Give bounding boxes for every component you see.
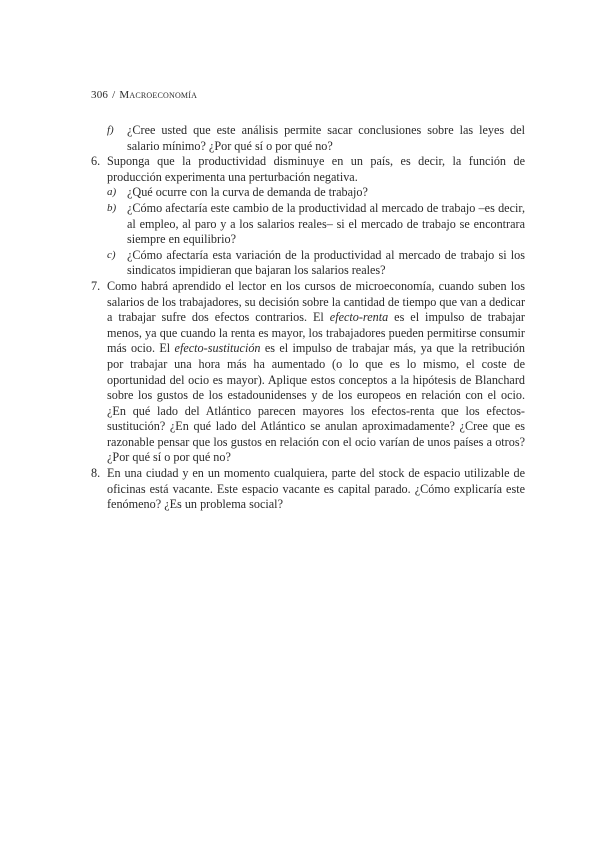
exercise-number: 7.	[91, 278, 101, 293]
running-header	[91, 88, 197, 104]
subitem-letter: a)	[107, 186, 117, 199]
subitem-letter: b)	[107, 201, 117, 214]
page-number: 306	[91, 89, 109, 101]
subitem-letter: f)	[107, 124, 114, 136]
exercise-5f	[107, 123, 525, 154]
exercise-text: En una ciudad y en un momento cualquiera, parte del stock de espacio utilizable de oficinas está vacante. Este espacio vacante es capital parado. ¿Cómo explicaría este fenómeno? ¿Es un problema social?	[107, 466, 525, 512]
exercise-8	[91, 466, 525, 513]
exercise-list	[91, 123, 525, 513]
subitem-text: ¿Cómo afectaría este cambio de la productividad al mercado de trabajo –es decir, al empleo, al paro y a los salarios reales– si el mercado de trabajo se encontrara siempre en equilibrio?	[127, 200, 525, 247]
subitem-letter: c)	[107, 248, 116, 261]
exercise-6c	[107, 248, 525, 279]
term-efecto-renta: efecto-renta	[329, 310, 389, 325]
term-efecto-sustitucion: efecto-sustitución	[174, 341, 261, 356]
exercise-7	[91, 279, 525, 466]
exercise-text	[107, 279, 525, 466]
exercise-number: 8.	[91, 466, 101, 481]
book-title: Macroeconomía	[119, 89, 198, 101]
exercise-6a	[107, 185, 525, 201]
exercise-number: 6.	[91, 154, 101, 169]
exercise-6	[91, 154, 525, 279]
text-part: es el impulso de trabajar menos, ya que cuando la renta es mayor, los trabajadores pueden permitirse consumir más ocio. El	[107, 310, 525, 356]
text-part: Como habrá aprendido el lector en los cursos de microeconomía, cuando suben los salarios de los trabajadores, su decisión sobre la cantidad de tiempo que van a dedicar a trabajar sufre dos efectos contrarios. El	[107, 278, 525, 325]
exercise-text: Suponga que la productividad disminuye en un país, es decir, la función de producción experimenta una perturbación negativa.	[107, 154, 525, 184]
exercise-6b	[107, 201, 525, 248]
subitem-text: ¿Qué ocurre con la curva de demanda de trabajo?	[127, 185, 368, 200]
subitem-text: ¿Cómo afectaría esta variación de la productividad al mercado de trabajo si los sindicatos impidieran que bajaran los salarios reales?	[127, 247, 525, 278]
subitem-text: ¿Cree usted que este análisis permite sacar conclusiones sobre las leyes del salario mínimo? ¿Por qué sí o por qué no?	[127, 123, 525, 153]
text-part: es el impulso de trabajar más, ya que la retribución por trabajar una hora más ha aumentado (o lo que es lo mismo, el coste de oportunidad del ocio es mayor). Aplique estos conceptos a la hipótesis de Blanchard sobre los gustos de los estadounidenses y de los europeos en relación con el ocio. ¿En qué lado del Atlántico parecen mayores los efectos-renta que los efectos-sustitución? ¿En qué lado del Atlántico se anulan aproximadamente? ¿Cree que es razonable pensar que los gustos en relación con el ocio varían de unos países a otros? ¿Por qué sí o por qué no?	[107, 341, 525, 465]
header-separator: /	[112, 89, 116, 101]
